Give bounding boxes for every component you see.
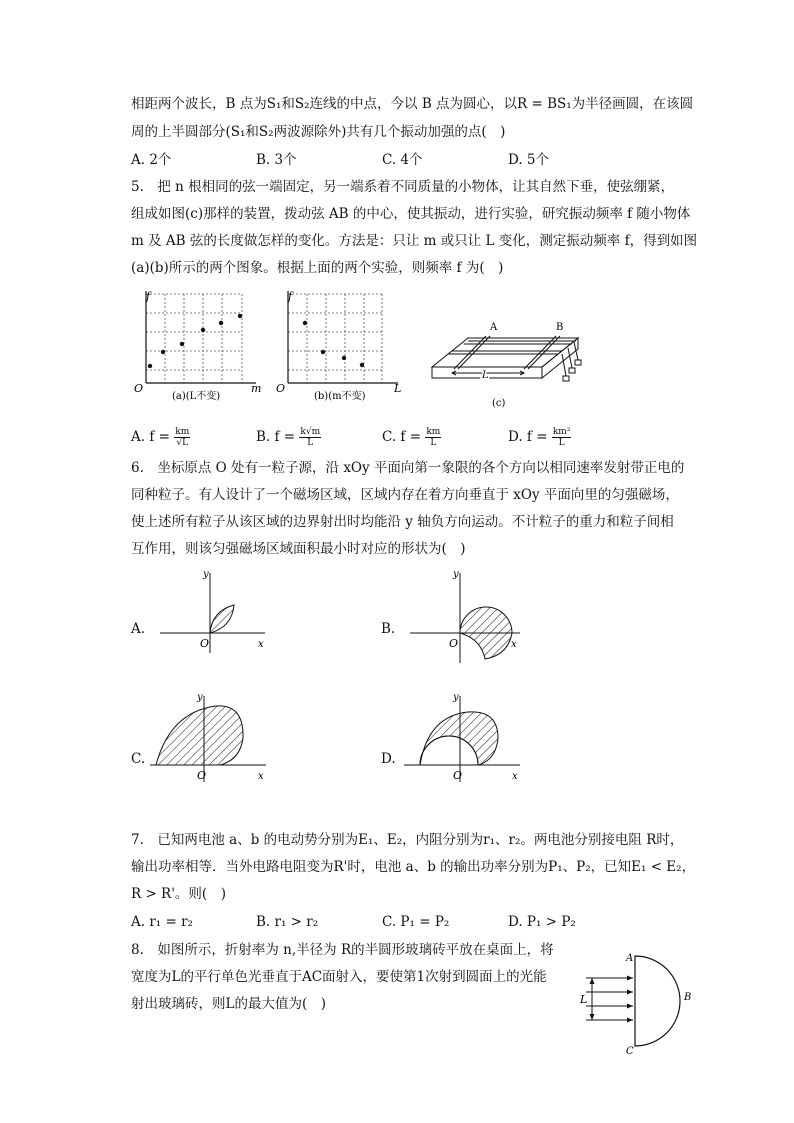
q8-text-line: 8. 如图所示，折射率为 n,半径为 R的半圆形玻璃砖平放在桌面上，将 — [131, 942, 554, 958]
figure-caption: (a)(L不变) — [172, 391, 221, 402]
formula-fraction: $\frac{k√m}{L}$ — [300, 427, 321, 448]
length-label-l: L — [482, 370, 489, 381]
q5-text-line: 组成如图(c)那样的装置，拨动弦 AB 的中心，使其振动，进行实验，研究振动频率 f 随小物体 — [131, 206, 691, 222]
formula-fraction: $\frac{\text{km²}}{L}$ — [552, 427, 571, 448]
figure-caption: (b)(m不变) — [314, 391, 366, 402]
q7-text-line: R > R'。则( ) — [131, 886, 226, 902]
axis-label-f: f — [146, 290, 151, 303]
q6-figure-c — [148, 690, 278, 785]
q4-text-line: 周的上半圆部分(S₁和S₂两波源除外)共有几个振动加强的点( ) — [131, 124, 506, 140]
q6-text-line: 使上述所有粒子从该区域的边界射出时均能沿 y 轴负方向运动。不计粒子的重力和粒子间相 — [131, 514, 674, 530]
q5-text-line: 5. 把 n 根相同的弦一端固定，另一端系着不同质量的小物体，让其自然下垂，使弦绷紧， — [131, 179, 675, 195]
figure-caption: (c) — [492, 398, 506, 409]
q5-text-line: (a)(b)所示的两个图象。根据上面的两个实验，则频率 f 为( ) — [131, 260, 504, 276]
q4-option-a[interactable]: A. 2个 — [131, 152, 172, 168]
q6-text-line: 6. 坐标原点 O 处有一粒子源，沿 xOy 平面向第一象限的各个方向以相同速率发射带正电的 — [131, 460, 685, 476]
option-prefix: D. f = — [508, 429, 548, 445]
q6-option-b[interactable]: B. — [381, 621, 396, 637]
point-label-c: C — [626, 1046, 634, 1057]
option-prefix: A. f = — [131, 429, 170, 445]
axis-label-m: m — [251, 382, 262, 395]
option-prefix: C. f = — [382, 429, 422, 445]
q5-text-line: m 及 AB 弦的长度做怎样的变化。方法是：只让 m 或只让 L 变化，测定振动频率 f，得到如图 — [131, 233, 698, 249]
q7-option-d[interactable]: D. P₁ > P₂ — [508, 914, 576, 930]
axis-label-o: O — [197, 769, 207, 782]
axis-label-l: L — [394, 382, 402, 395]
q6-option-d[interactable]: D. — [381, 751, 396, 767]
formula-fraction: $\frac{km}{L}$ — [426, 427, 441, 448]
q7-option-c[interactable]: C. P₁ = P₂ — [382, 914, 450, 930]
q6-option-a[interactable]: A. — [131, 621, 146, 637]
axis-label-o: O — [449, 637, 459, 650]
axis-label-y: y — [203, 569, 209, 580]
q6-figure-d — [402, 690, 532, 785]
formula-fraction: $\frac{km}{√L}$ — [175, 427, 190, 448]
q8-figure-semicircle — [578, 948, 703, 1060]
axis-label-y: y — [453, 692, 459, 703]
q7-option-b[interactable]: B. r₁ > r₂ — [256, 914, 319, 930]
axis-label-o: O — [276, 382, 286, 395]
q5-option-d[interactable] — [508, 427, 571, 448]
axis-label-y: y — [453, 569, 459, 580]
axis-label-o: O — [453, 769, 463, 782]
q7-text-line: 7. 已知两电池 a、b 的电动势分别为E₁、E₂，内阻分别为r₁、r₂。两电池分别接电阻 R时， — [131, 832, 684, 848]
q5-option-b[interactable] — [256, 427, 321, 448]
q6-figure-b — [405, 565, 535, 665]
width-label-l: L — [580, 993, 588, 1006]
point-label-a: A — [626, 953, 634, 964]
q5-option-c[interactable] — [382, 427, 441, 448]
axis-label-x: x — [511, 639, 517, 650]
q6-text-line: 同种粒子。有人设计了一个磁场区域，区域内存在着方向垂直于 xOy 平面向里的匀强磁场， — [131, 487, 679, 503]
q6-text-line: 互作用，则该匀强磁场区域面积最小时对应的形状为( ) — [131, 541, 466, 557]
axis-label-f: f — [288, 290, 293, 303]
q6-figure-a — [150, 565, 280, 657]
q8-text-line: 射出玻璃砖，则L的最大值为( ) — [131, 996, 326, 1012]
point-label-b: B — [556, 322, 564, 333]
q4-option-d[interactable]: D. 5个 — [508, 152, 550, 168]
axis-label-o: O — [200, 637, 210, 650]
point-label-b: B — [684, 992, 692, 1003]
q6-option-c[interactable]: C. — [131, 751, 146, 767]
q4-option-c[interactable]: C. 4个 — [382, 152, 423, 168]
q5-figure-a — [130, 288, 265, 408]
point-label-a: A — [490, 322, 498, 333]
q5-option-a[interactable] — [131, 427, 190, 448]
q5-figure-b — [272, 288, 412, 408]
axis-label-x: x — [258, 771, 264, 782]
q4-text-line: 相距两个波长，B 点为S₁和S₂连线的中点，今以 B 点为圆心，以R = BS₁为半径画圆，在该圆 — [131, 96, 694, 112]
q4-option-b[interactable]: B. 3个 — [256, 152, 297, 168]
axis-label-o: O — [134, 382, 144, 395]
q7-option-a[interactable]: A. r₁ = r₂ — [131, 914, 193, 930]
q5-figure-c — [428, 320, 588, 412]
q8-text-line: 宽度为L的平行单色光垂直于AC面射入，要使第1次射到圆面上的光能 — [131, 969, 547, 985]
q7-text-line: 输出功率相等．当外电路电阻变为R'时，电池 a、b 的输出功率分别为P₁、P₂，已知E₁ < E₂， — [131, 859, 696, 875]
axis-label-x: x — [258, 639, 264, 650]
axis-label-x: x — [512, 771, 518, 782]
axis-label-y: y — [197, 692, 203, 703]
option-prefix: B. f = — [256, 429, 296, 445]
